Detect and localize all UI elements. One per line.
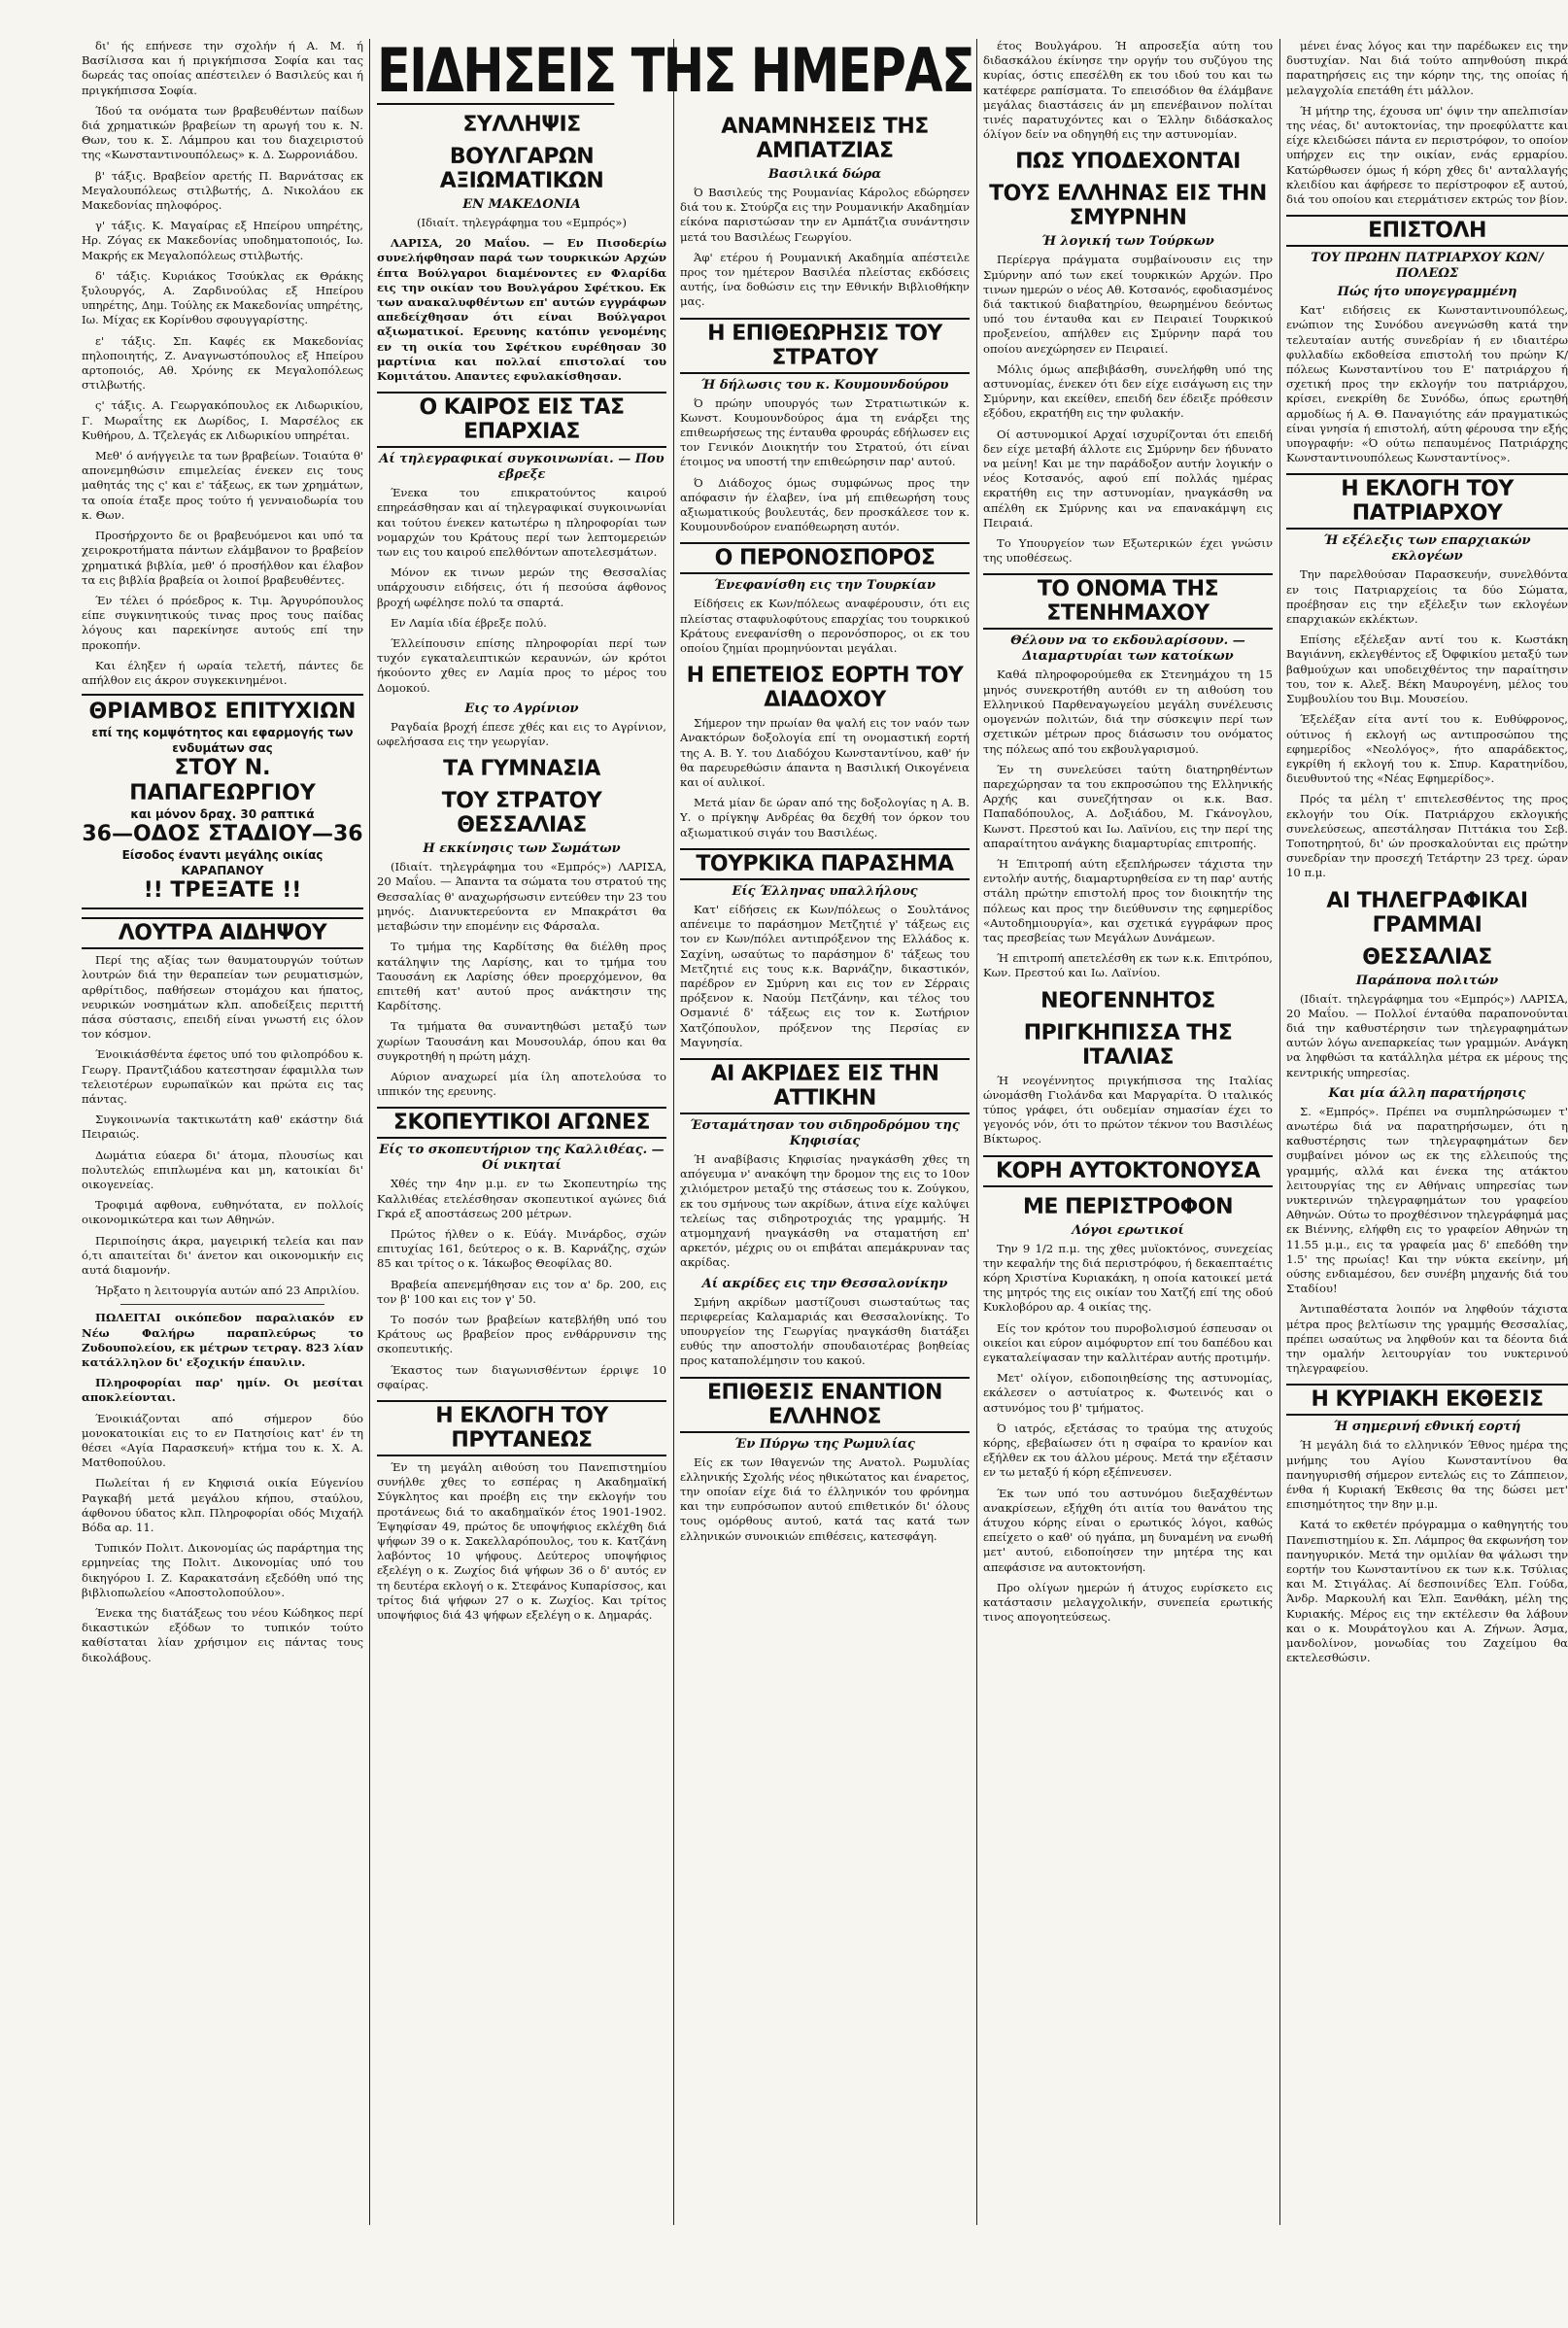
article-text: Ίδού τα ονόματα των βραβευθέντων παίδων διά χρηματικών βραβείων τη αρωγή του κ. Ν. Θων, του κ. Σ. Λάμπρου και του διαχειριστού της «Κωνσταντινουπόλεως» κ. Δ. Σωρρονιάδου. <box>82 103 363 162</box>
article-text: Επίσης εξέλεξαν αντί του κ. Κωστάκη Βαγιάννη, εκλεγθέντος εξ Όφφικίου μεταξύ των βαθμούχων και υποδειχθέντος την παραίτησιν του, τον κ. Αλεξ. Βέκη Μαυρογένη, μέλος του Συμβουλίου του Βιμ. Μουσείου. <box>1286 633 1568 706</box>
article-text: Είδήσεις εκ Κων/πόλεως αναφέρουσιν, ότι εις πλείστας σταφυλοφύτους επαρχίας του τουρκικού Κράτους ενεφανίσθη ο περονόσπορος, οι εκ του οποίου ζημίαι προμηνύονται μεγάλαι. <box>680 597 970 656</box>
article-text: Σμήνη ακρίδων μαστίζουσι σιωσταύτως τας περιφερείας Καλαμαριάς και Θεσσαλονίκης. Το υπουργείον της Γεωργίας ηναγκάσθη διατάξει ευθύς την αποστολήν σπουδαιοτέρας βοηθείας προς καταπολέμησιν του κακού. <box>680 1294 970 1368</box>
article-text: Περί της αξίας των θαυματουργών τούτων λουτρών διά την θεραπείαν των ρευματισμών, αρθρίτιδος, παθήσεων στομάχου και ήπατος, νευρικών νοσημάτων κλπ. αποδείξεις περιττή πάσα σύστασις, επειδή είναι γνωστή εις όλον τον κόσμον. <box>82 953 363 1042</box>
article-text: γ' τάξις. Κ. Μαγαίρας εξ Ηπείρου υπηρέτης, Ηρ. Ζόγας εκ Μακεδονίας υποδηματοποιός, Ιω. Μακρής εκ Μεγαλοπόλεως στιλβωτής. <box>82 219 363 262</box>
article-text: Το τμήμα της Καρδίτσης θα διέλθη προς κατάληψιν της Λαρίσης, και το τμήμα του Ταουσάνη εκ Λαρίσης όθεν προερχόμενον, θα επιτεθή κατ' αυτού προς ανάκτησιν της Καρδίτσης. <box>377 940 666 1013</box>
subheading: Βασιλικά δώρα <box>767 167 882 182</box>
section-heading: Η ΕΠΙΘΕΩΡΗΣΙΣ ΤΟΥ ΣΤΡΑΤΟΥ <box>680 318 970 374</box>
article-text: Έν τη μεγάλη αιθούση του Πανεπιστημίου συνήλθε χθες το εσπέρας η Ακαδημαϊκή Σύγκλητος και προέβη εις την εκλογήν του προτάνεως διά το ακαδημαϊκόν έτος 1901-1902. Έψηφίσαν 49, πρώτος δε υποψήφιος εκλέχθη διά ψήφων 39 ο κ. Σακελλαρόπουλος, του κ. Κατζάνη λαβόντος 10 ψήφους. Δεύτερος υποψήφιος εξελέγη ο κ. Ζωχίος διά ψήφων 36 ο δ' αυτός εν τη δευτέρα εκλογή ο κ. Στεφάνος Κυπαρίσσος, και τρίτος διά ψήφων 27 ο κ. Ζωχίος. Και τρίτος υποψήφιος διά 43 ψήφων εξελέγη ο κ. Δημαράς. <box>377 1459 666 1622</box>
subheading: Αί τηλεγραφικαί συγκοινωνίαι. — Που εβρεξε <box>379 452 665 483</box>
article-text: Άφ' ετέρου ή Ρουμανική Ακαδημία απέστειλε προς τον ημέτερον Βασιλέα πλείστας εκδόσεις αυτής, ίνα δοθώσιν εις την Εθνικήν Βιβλιοθήκην μας. <box>680 250 970 309</box>
article-text: Προσήρχοντο δε οι βραβευόμενοι και υπό τα χειροκροτήματα πάντων ελάμβανον το βραβείον χρηματικά βιβλία, μεθ' ό προσήλθον και έλαβον τα εις βιβλία βραβεία οι λοιποί βραβευθέντες. <box>82 529 363 587</box>
section-heading: ΕΠΙΘΕΣΙΣ ΕΝΑΝΤΙΟΝ ΕΛΛΗΝΟΣ <box>680 1377 970 1433</box>
article-text: Τροφιμά αφθονα, ευθηνότατα, εν πολλοίς οικονομικώτερα και των Αθηνών. <box>82 1198 363 1227</box>
article-text: Έκαστος των διαγωνισθέντων έρριψε 10 σφαίρας. <box>377 1362 666 1391</box>
article-text: Μεθ' ό ανήγγειλε τα των βραβείων. Τοιαύτα θ' απονεμηθώσιν επιμελείας ένεκεν εις τους μαθητάς της ς' και ε' τάξεως, εκ των χρημάτων, τα οποία έταξε προς τούτο ή γενναιοδωρία του κ. Θων. <box>82 449 363 522</box>
subheading: Πώς ήτο υπογεγραμμένη <box>1337 285 1517 300</box>
article-text: Εν Λαμία ιδία έβρεξε πολύ. <box>391 615 547 630</box>
article-text: Ή Έπιτροπή αύτη εξεπλήρωσεν τάχιστα την εντολήν αυτής, διαμαρτυρηθείσα εν τη παρ' αυτής στάλη πρώτην επιστολή προς τον διοικητήν της πόλεως και προς την διεύθυνσιν της εφημερίδος «Αυτοδημιουργία», και σχετικά εγγράφων προς τας πρεσβείας των Μεγάλων Δυνάμεων. <box>983 856 1273 944</box>
article-text: Την 9 1/2 π.μ. της χθες μυϊοκτόνος, συνεχείας την κεφαλήν της διά περιστρόφου, ή δεκαεπταέτις κόρη Χριστίνα Κυριακάκη, η οποία κατοικεί μετά της μητρός της εις οικίαν του Χατζή επί της οδού Κυκλοβόρου αρ. 4 οικίας της. <box>983 1241 1273 1315</box>
article-text: Χθές την 4ην μ.μ. εν τω Σκοπευτηρίω της Καλλιθέας ετελέσθησαν σκοπευτικοί αγώνες διά Γκρά εξ αποστάσεως 200 μέτρων. <box>377 1177 666 1220</box>
article-text: Ή αναβίβασις Κηφισίας ηναγκάσθη χθες τη απόγευμα ν' ανακόψη την δρομον της εις το 10ον χιλιόμετρον μεταξύ της στάσεως του κ. Ζούγκου, εκ του σμήνους των ακρίδων, άτινα είχε καλύψει τελείως τας σιδηροτροχιάς της γραμμής. Ή ατμομηχανή ηναγκάσθη να σταματήση επ' αρκετόν, μέχρις ου οι επιβάται απεμάκρυναν τας ακρίδας. <box>680 1151 970 1270</box>
section-heading: Ο ΚΑΙΡΟΣ ΕΙΣ ΤΑΣ ΕΠΑΡΧΙΑΣ <box>377 392 666 448</box>
section-heading: Η ΚΥΡΙΑΚΗ ΕΚΘΕΣΙΣ <box>1286 1384 1568 1416</box>
article-text: Σήμερον την πρωίαν θα ψαλή εις τον ναόν των Ανακτόρων δοξολογία επί τη ονομαστική εορτή της Α. Β. Υ. του Διαδόχου Κωνσταντίνου, καθ' ήν θα παρευρεθώσιν άπαντα η Βασιλική Οικογένεια και οί αυλικοί. <box>680 716 970 790</box>
article-text: Οί αστυνομικοί Αρχαί ισχυρίζονται ότι επειδή δεν είχε μεταβή άλλοτε εις Σμύρνην δεν ήδυνατο να μείνη! Και με την παράδοξον αυτήν λογικήν ο νέος Κοτσανός, αφού επί πολλάς ημέρας εκρατήθη εις την αστυνομίαν, ηναγκάσθη να απέλθη εκ Σμύρνης και να επανακάμψη εις Πειραιά. <box>983 427 1273 530</box>
column-rule <box>369 39 370 2225</box>
subheading: Είς Έλληνας υπαλλήλους <box>732 883 918 899</box>
section-heading: ΤΟΥΡΚΙΚΑ ΠΑΡΑΣΗΜΑ <box>680 848 970 880</box>
section-heading: Η ΕΚΛΟΓΗ ΤΟΥ ΠΡΥΤΑΝΕΩΣ <box>377 1400 666 1456</box>
article-text: Έκ των υπό του αστυνόμου διεξαχθέντων ανακρίσεων, εξήχθη ότι αιτία του θανάτου της άτυχου κόρης είναι ο ερωτικός λόγοι, καθώς επείχετο ο καθ' ού ηγάπα, μη δυναμένη να ενωθή μετ' αυτού, ειδοποίησεν την μητέρα της και απεφάσισε να αυτοκτονήση. <box>983 1486 1273 1574</box>
subheading: ΕΝ ΜΑΚΕΔΟΝΙΑ <box>462 197 581 212</box>
article-text: ε' τάξις. Σπ. Καφές εκ Μακεδονίας πηλοποιητής, Ζ. Αναγνωστόπουλος εξ Ηπείρου αρτοποιός, Αθ. Χρόνης εκ Μεγαλοπόλεως στιλβωτής. <box>82 333 363 393</box>
article-text: Τα τμήματα θα συναντηθώσι μεταξύ των χωρίων Ταουσάνη και Μουσουλάρ, όπου και θα συγκροτηθή η πρώτη μάχη. <box>377 1019 666 1063</box>
section-heading: ΑΙ ΤΗΛΕΓΡΑΦΙΚΑΙ ΓΡΑΜΜΑΙ <box>1326 888 1528 938</box>
article-text: Περιποίησις άκρα, μαγειρική τελεία και παν ό,τι απαιτείται δι' άνετον και οικονομικήν εις αυτά διαμονήν. <box>82 1233 363 1277</box>
subheading: ΤΟΥ ΠΡΩΗΝ ΠΑΤΡΙΑΡΧΟΥ ΚΩΝ/ΠΟΛΕΩΣ <box>1311 251 1544 282</box>
column-4 <box>983 39 1273 2225</box>
article-text: Πρός τα μέλη τ' επιτελεσθέντος της προς εκλογήν του Οίκ. Πατριάρχου εκλογικής συνελεύσεως, απεστάλησαν Πιττάκια του Σεβ. Τοποτηρητού, δι' ών προσκαλούνται εις πρώτην συνεδρίαν την προσεχή Τετάρτην 23 τρεχ. ώραν 10 π.μ. <box>1286 792 1568 880</box>
classified-ad: ΠΩΛΕΙΤΑΙ οικόπεδον παραλιακόν εν Νέω Φαλήρω παραπλεύρως το Ζυδουπολείου, εκ μέτρων τετραγ. 823 λίαν κατάλληλον δι' εξοχικήν έπαυλιν. <box>82 1311 363 1369</box>
section-heading: ΠΩΣ ΥΠΟΔΕΧΟΝΤΑΙ <box>1015 150 1241 175</box>
article-text: Έλλείπουσιν επίσης πληροφορίαι περί των τυχόν εγκαταλειπτικών κεραυνών, ών κρότοι ήκούοντο χθες εν Λαμία προς το μέρος του Δομοκού. <box>377 636 666 695</box>
column-1 <box>82 39 363 2225</box>
dateline: (Ιδιαίτ. τηλεγράφημα του «Εμπρός») <box>417 216 627 229</box>
section-heading: ΛΟΥΤΡΑ ΑΙΔΗΨΟΥ <box>82 917 363 949</box>
article-text: έτος Βουλγάρου. Ή απροσεξία αύτη του διδασκάλου έκίνησε την οργήν του συζύγου της κυρίας, όστις επεσέλθη εκ του ιδού του και τω κατέφερε ραπίσματα. Το επεισόδιον θα έλάμβανε μεγάλας διαστάσεις άν μη επενέβαινον πολίται τινές παρατυχόντες και ο Έλλην διδάσκαλος όλίγον δείν να οδηγηθή εις την αστυνομίαν. <box>983 39 1273 142</box>
section-heading: ΝΕΟΓΕΝΝΗΤΟΣ <box>1040 988 1215 1013</box>
subheading: Ή δήλωσις του κ. Κουμουνδούρου <box>700 377 949 393</box>
section-heading: ΑΝΑΜΝΗΣΕΙΣ ΤΗΣ ΑΜΠΑΤΖΙΑΣ <box>721 115 929 163</box>
section-heading: Η ΕΚΛΟΓΗ ΤΟΥ ΠΑΤΡΙΑΡΧΟΥ <box>1286 473 1568 530</box>
column-3 <box>680 39 970 2225</box>
separator <box>120 1304 324 1305</box>
masthead: ΕΙΔΗΣΕΙΣ ΤΗΣ ΗΜΕΡΑΣ <box>377 35 974 106</box>
article-text: (Ιδιαίτ. τηλεγράφημα του «Εμπρός») ΛΑΡΙΣΑ, 20 Μαΐου. — Πολλοί ένταύθα παραπονούνται διά την καθυστέρησιν των τηλεγραφημάτων αυτών λόγω ανεπαρκείας των γραμμών. Ανάγκη να ληφθώσι τα κατάλληλα μέτρα εκ μέρους της κεντρικής υπηρεσίας. <box>1286 991 1568 1079</box>
ad-line: και μόνον δραχ. 30 ραπτικά <box>130 807 315 822</box>
article-text: (Ιδιαίτ. τηλεγράφημα του «Εμπρός») ΛΑΡΙΣΑ, 20 Μαΐου. — Άπαντα τα σώματα του στρατού της Θεσσαλίας θ' αναχωρήσωσιν εντεύθεν την 23 του μηνός. Διανυκτερεύοντα εν Μπακράτσι θα μεταβώσιν την επομένην εις Φάρσαλα. <box>377 860 666 934</box>
section-heading: ΚΟΡΗ ΑΥΤΟΚΤΟΝΟΥΣΑ <box>983 1155 1273 1187</box>
article-text: Το ποσόν των βραβείων κατεβλήθη υπό του Κράτους ως βραβείον προς ενθάρρυνσιν της σκοπευτικής. <box>377 1312 666 1356</box>
article-text: Σ. «Εμπρός». Πρέπει να συμπληρώσωμεν τ' ανωτέρω διά να παρατηρήσωμεν, ότι η καθυστέρησις των τηλεγραφημάτων δεν συμβαίνει μόνον ως εκ της ελλειπούς της γραμμής, αλλά και ένεκα της ατάκτου λειτουργίας της εν Αθήναις υπηρεσίας των νυκτερινών τηλεγραφημάτων του γραφείου Αθηνών. Ούτω το προχθέσινον τηλεγράφημά μας εκ Βιέννης, ελήφθη εις το γραφείον Αθηνών τη 11.55 μ.μ., εις τα γραφεία μας δ' επεδόθη την 1.5' της πρωίας! Και την νύκτα εκείνην, μή ούσης ενδιαμέσου, δεν συνέβη μηχανής διά του Σταδίου! <box>1286 1104 1568 1296</box>
section-heading: ΤΟΥΣ ΕΛΛΗΝΑΣ ΕΙΣ ΤΗΝ ΣΜΥΡΝΗΝ <box>989 182 1267 231</box>
subheading: Εις το Αγρίνιον <box>464 701 579 716</box>
subheading: Ή λογική των Τούρκων <box>1041 234 1214 250</box>
section-heading: ΑΙ ΑΚΡΙΔΕΣ ΕΙΣ ΤΗΝ ΑΤΤΙΚΗΝ <box>680 1058 970 1114</box>
article-text: Ή νεογέννητος πριγκήπισσα της Ιταλίας ώνομάσθη Γιολάνδα και Μαργαρίτα. Ό ιταλικός τύπος γράφει, ότι ουδεμίαν σημασίαν έχει το γεγονός νόν, ότι το πρώτον τέκνον του Βασιλέως Βίκτωρος. <box>983 1073 1273 1147</box>
section-heading: ΣΚΟΠΕΥΤΙΚΟΙ ΑΓΩΝΕΣ <box>377 1107 666 1139</box>
section-heading: ΤΟ ΟΝΟΜΑ ΤΗΣ ΣΤΕΝΗΜΑΧΟΥ <box>983 573 1273 630</box>
article-text: Ή μεγάλη διά το ελληνικόν Έθνος ημέρα της μνήμης του Αγίου Κωνσταντίνου θα πανηγυρισθή σήμερον εντελώς εις το Ζάππειον, ένθα ή Κυριακή Έκθεσις θα της δώσει μετ' επισημότητος την 8ην μ.μ. <box>1286 1438 1568 1512</box>
subheading: Έν Πύργω της Ρωμυλίας <box>734 1436 915 1452</box>
article-text: Το Υπουργείον των Εξωτερικών έχει γνώσιν της υποθέσεως. <box>983 536 1273 565</box>
article-text: Ένεκα του επικρατούντος καιρού επηρεάσθησαν και αί τηλεγραφικαί συγκοινωνίαι και τούτου ένεκεν κατωτέρω η πληροφορίαι των νομαρχών του Κράτους περί των λεπτομερειών των εις του καιρού επελθόντων αποτελεσμάτων. <box>377 486 666 560</box>
article-text: Βραβεία απενεμήθησαν εις τον α' δρ. 200, εις τον β' 100 και εις τον γ' 50. <box>377 1277 666 1306</box>
article-text: ς' τάξις. Α. Γεωργακόπουλος εκ Λιδωρικίου, Γ. Μωραΐτης εκ Δωρίδος, Ι. Μαρσέλος εκ Κυθήρου, Δ. Τζελεγάς εκ Λιδωρικίου υπηρέται. <box>82 398 363 442</box>
column-rule <box>1279 39 1280 2225</box>
subheading: Λόγοι ερωτικοί <box>1072 1222 1184 1238</box>
article-text: ΛΑΡΙΣΑ, 20 Μαΐου. — Εν Πισοδερίω συνελήφθησαν παρά των τουρκικών Αρχών έπτα Βούλγαροι διαμένοντες εν Φλαρίδα εις την οικίαν του Βουλγάρου Σφέτκου. Εκ των ανακαλυφθέντων επ' αυτών εγγράφων απεδείχθησαν ότι είναι Βούλγαροι αξιωματικοί. Ερευνης κατόπιν γενομένης εν τη οικία του Σφέτκου ευρέθησαν 30 μαρτίνια και πολλαί επιστολαί του Κομιτάτου. Απαντες εφυλακίσθησαν. <box>377 236 666 384</box>
article-text: μένει ένας λόγος και την παρέδωκεν εις την δυστυχίαν. Ναι διά τούτο απηνθούση πικρά παρατηρήσεις εις την κόρην της, της οποίας ή μελαγχολία επετάθη έτι μάλλον. <box>1286 39 1568 97</box>
article-text: Πρώτος ήλθεν ο κ. Εύάγ. Μινάρδος, σχών επιτυχίας 161, δεύτερος ο κ. Β. Καρνάζης, σχών 85 και τρίτος ο κ. Ίάκωβος Θεοφίλας 80. <box>377 1226 666 1271</box>
subheading: Παράπονα πολιτών <box>1355 973 1499 988</box>
article-text: Είς εκ των Ιθαγενών της Ανατολ. Ρωμυλίας ελληνικής Σχολής νέος ηθικώτατος και έναρετος, την οποίαν είχε διά το έλληνικόν του φρόνημα και την ευπρόσωπον αυτού επιθετικόν δι' όλους τους ομόρθους αυτού, κατά τας κατά των ελληνικών συνοικιών επιθέσεις, κατεσφάγη. <box>680 1455 970 1543</box>
section-heading: ΒΟΥΛΓΑΡΩΝ ΑΞΙΩΜΑΤΙΚΩΝ <box>439 145 604 193</box>
article-text: Έν τη συνελεύσει ταύτη διατηρηθέντων παρεχώρησαν τα του εκπροσώπου της Ελληνικής Αρχής και συνεζήτησαν οι κ.κ. Βασ. Παπαδόπουλος, Α. Δοξιάδου, Μ. Γκάνογλου, Κωνστ. Πρεστού και Ιω. Λαϊνίου, εις την περί της απαραίτητου ανάγκης διαμαρτυρίας επιτροπής. <box>983 762 1273 850</box>
article-text: Την παρελθούσαν Παρασκευήν, συνελθόντα εν τοις Πατριαρχείοις τα δύο Σώματα, προέβησαν εις την εξέλεξιν των εκλογέων επαρχιακών εκλέκτων. <box>1286 567 1568 627</box>
article-text: Περίεργα πράγματα συμβαίνουσιν εις την Σμύρνην από των εκεί τουρκικών Αρχών. Προ τινων ημερών ο νέος Αθ. Κοτσανός, εφοδιασμένος διά τακτικού διαβατηρίου, θεωρημένου δεόντως υπό του ένταυθα και εν Πειραιεί Τουρκικού προξενείου, απήλθεν εις Σμύρνην παρά του οποίου ανεχώρησεν εν Πειραιεί. <box>983 253 1273 356</box>
classified-ad: Πληροφορίαι παρ' ημίν. Οι μεσίται αποκλείονται. <box>82 1376 363 1405</box>
subheading: Θέλουν να το εκδουλαρίσουν. — Διαμαρτυρίαι των κατοίκων <box>1010 633 1245 665</box>
article-text: Ό ιατρός, εξετάσας το τραύμα της ατυχούς κόρης, εβεβαίωσεν ότι η σφαίρα το κρανίον και εξήλθεν εκ του άλλου μέρους. Μετά την εξέτασιν εν τω μεταξύ ή κόρη εξέπνευσεν. <box>983 1421 1273 1480</box>
classified-ad: Ένοικιάζονται από σήμερον δύο μονοκατοικίαι εις το εν Πατησίοις κατ' έν τη θέσει «Αγία Παρασκευή» κτήμα του κ. Χ. Α. Ματθοπούλου. <box>82 1411 363 1470</box>
section-heading: ΜΕ ΠΕΡΙΣΤΡΟΦΟΝ <box>1022 1194 1233 1219</box>
section-heading: ΤΟΥ ΣΤΡΑΤΟΥ ΘΕΣΣΑΛΙΑΣ <box>441 789 602 839</box>
column-rule <box>976 39 977 2225</box>
ad-line: !! ΤΡΕΞΑΤΕ !! <box>143 878 302 904</box>
article-text: Ό Βασιλεύς της Ρουμανίας Κάρολος εδώρησεν διά του κ. Στούρζα εις την Ρουμανικήν Ακαδημίαν είκόνα παριστώσαν την εν Αμπάτζια συνάντησιν μετά του Βασιλέως Γεωργίου. <box>680 186 970 244</box>
article-text: Ήρξατο η λειτουργία αυτών από 23 Απριλίου. <box>95 1284 359 1298</box>
article-text: Κατ' ειδήσεις εκ Κωνσταντινουπόλεως, ενώπιον της Συνόδου ανεγνώσθη κατά την τελευταίαν αυτής συνεδρίαν ή εν ιδιαιτέρω φυλλαδίω εκδοθείσα επιστολή του πρώην Κ/πόλεως Κωνσταντίνου του Ε' πατριάρχου ή σχετική προς την εκλογήν του πατριάρχου, κρίσει, ενεκρίθη δε Συνόδω, όπως ερωτηθή αρμοδίως ή Α. Θ. Παναγιότης εάν πραγματικώς είναι γνησία ή επιστολή, αύτη φέρουσα την εξής υπογραφήν: «Ό ούτω πεπαυμένος Πατριάρχης Κωνσταντινουπόλεως Κωνσταντίνος». <box>1286 303 1568 465</box>
ad-line: 36—ΟΔΟΣ ΣΤΑΔΙΟΥ—36 <box>82 822 363 847</box>
subheading: Ή εξέλεξις των επαρχιακών εκλογέων <box>1323 533 1531 565</box>
subheading: Η εκκίνησις των Σωμάτων <box>423 841 621 857</box>
article-text: δ' τάξις. Κυριάκος Τσούκλας εκ Θράκης ξυλουργός, Α. Ζαρδινούλας εξ Ηπείρου υπηρέτης, Δημ. Τούλης εκ Μακεδονίας υπηρέτης, Ιω. Μίχας εκ Κορίνθου σφουγγαρίστης. <box>82 268 363 327</box>
article-text: Είς τον κρότον του πυροβολισμού έσπευσαν οι οικείοι και εύρον αιμόφυρτον επί του δαπέδου και εγκαταλείψασαν την καλλιτέραν αυτής προτιμήν. <box>983 1320 1273 1364</box>
article-text: β' τάξις. Βραβείον αρετής Π. Βαρνάτσας εκ Μεγαλουπόλεως στιλβωτής, Δ. Νικολάου εκ Μακεδονίας πηλοφόρος. <box>82 168 363 213</box>
article-text: Ή μήτηρ της, έχουσα υπ' όψιν την απελπισίαν της νέας, δι' αυτοκτονίας, την προεφύλαττε και είχε κλειδώσει πάντα εν περιστρόφον, το οποίον υπήρχεν εις την οικίαν, ενάς ερμαρίου. Κατώρθωσεν όμως ή κόρη χθες δι' ανταλλαγής κλειδίου και άφήρεσε το περίστροφον εξ αυτού, διά του οποίου και ετερμάτισεν εκτρώς τον βίον. <box>1286 103 1568 207</box>
article-text: Προ ολίγων ημερών ή άτυχος ευρίσκετο εις κατάστασιν μελαγχολικήν, συνεπεία ερωτικής τινος απογοητεύσεως. <box>983 1580 1273 1625</box>
article-text: Ό Διάδοχος όμως συμφώνως προς την απόφασιν ήν έλαβεν, ίνα μή επιθεωρήση τους αξιωματικούς βουλευτάς, δεν προσκάλεσε τον κ. Κουμουνδούρον εναπόθεωρηση αυτόν. <box>680 475 970 534</box>
section-heading: Ο ΠΕΡΟΝΟΣΠΟΡΟΣ <box>680 542 970 574</box>
subheading: Ένεφανίσθη εις την Τουρκίαν <box>714 578 936 594</box>
article-text: Ένοικιάσθέντα έφετος υπό του φιλοπρόδου κ. Γεωργ. Πραντζιάδου κατεστησαν έφαμιλλα των τελειοτέρων ευρωπαϊκών και πρώτα εις τας πάντας. <box>82 1047 363 1106</box>
article-text: Έν τέλει ό πρόεδρος κ. Τιμ. Άργυρόπουλος είπε συγκινητικούς τινας προς τους παίδας λόγους και παρεκίνησε αυτούς επί την προκοπήν. <box>82 593 363 652</box>
section-heading: ΘΕΣΣΑΛΙΑΣ <box>1362 944 1492 970</box>
classified-ad: Ένεκα της διατάξεως του νέου Κώδηκος περί δικαστικών εξόδων το τυπικόν τούτο καθίσταται λίαν χρήσιμον εις πάντας τους δικολάβους. <box>82 1606 363 1664</box>
column-rule <box>673 39 674 2225</box>
subheading: Είς το σκοπευτήριον της Καλλιθέας. — Οί νικηταί <box>379 1143 665 1174</box>
section-heading: ΕΠΙΣΤΟΛΗ <box>1286 215 1568 247</box>
article-text: Καθά πληροφορούμεθα εκ Στενημάχου τη 15 μηνός συνεκροτήθη αυτόθι εν τη αιθούση του Ελληνικού Παρθεναγωγείου μεγάλη συνέλευσις ομογενών πολιτών, διά την σύσκεψιν περί των σχετικών μέτρων προς διάσωσιν του ονόματος της πόλεως από του εκβουλγαρισμού. <box>983 668 1273 756</box>
advertisement-tailor <box>82 694 363 909</box>
ad-line: Είσοδος έναντι μεγάλης οικίας ΚΑΡΑΠΑΝΟΥ <box>121 848 324 878</box>
article-text: Δωμάτια εύαερα δι' άτομα, πλουσίως και πολυτελώς επιπλωμένα και μη, κατοικίαι δι' οικογενείας. <box>82 1147 363 1191</box>
article-text: Αύριον αναχωρεί μία ίλη αποτελούσα το ιππικόν της ερευνης. <box>377 1069 666 1099</box>
article-text: Και έληξεν ή ωραία τελετή, πάντες δε απήλθον εις άκρον συγκεκινημένοι. <box>82 658 363 687</box>
classified-ad: Τυπικόν Πολιτ. Δικονομίας ώς παράρτημα της ερμηνείας της Πολιτ. Δικονομίας υπό του δικηγόρου Ι. Ζ. Καρακατσάνη εξεδόθη υπό της βιβλιοπωλείου «Αποστολοπούλου». <box>82 1541 363 1599</box>
article-text: Μόλις όμως απεβιβάσθη, συνελήφθη υπό της αστυνομίας, ένεκεν ότι δεν είχε εισάγωση εις την Σμύρνην, και εκείθεν, επειδή δεν έδειξε πρόθεσιν εξόδου, εκρατήθη εις την φυλακήν. <box>983 361 1273 421</box>
section-heading: Η ΕΠΕΤΕΙΟΣ ΕΟΡΤΗ ΤΟΥ ΔΙΑΔΟΧΟΥ <box>686 664 964 713</box>
section-heading: ΣΥΛΛΗΨΙΣ <box>462 113 581 137</box>
section-heading: ΤΑ ΓΥΜΝΑΣΙΑ <box>443 757 600 782</box>
section-heading: ΠΡΙΓΚΗΠΙΣΣΑ ΤΗΣ ΙΤΑΛΙΑΣ <box>1023 1020 1233 1070</box>
column-5 <box>1286 39 1568 2225</box>
subheading: Και μία άλλη παρατήρησις <box>1328 1085 1526 1101</box>
article-text: Συγκοινωνία τακτικωτάτη καθ' εκάστην διά Πειραιώς. <box>82 1113 363 1142</box>
article-text: Ή επιτροπή απετελέσθη εκ των κ.κ. Επιτρόπου, Κων. Πρεστού και Ιω. Λαϊνίου. <box>983 951 1273 980</box>
article-text: Ό πρώην υπουργός των Στρατιωτικών κ. Κωνστ. Κουμουνδούρος άμα τη ενάρξει της επιθεωρήσεως της ένταυθα φρουράς εδήλωσεν εις τον Γενικόν Διοικητήν του Στρατού, ότι είναι έτοιμος να υποστή την επιθεώρησιν παρ' αυτού. <box>680 395 970 469</box>
article-text: Ραγδαία βροχή έπεσε χθές και εις το Αγρίνιον, ωφελήσασα εις την γεωργίαν. <box>377 719 666 749</box>
subheading: Έσταμάτησαν του σιδηροδρόμου της Κηφισίας <box>690 1117 960 1148</box>
article-text: Μετά μίαν δε ώραν από της δοξολογίας η Α. Β. Υ. ο πρίγκηψ Ανδρέας θα δεχθή τον όρκον του αξιωματικού σιγάν του Βασιλέως. <box>680 796 970 839</box>
classified-ad: Πωλείται ή εν Κηφισιά οικία Εύγενίου Ραγκαβή μετά μεγάλου κήπου, σταύλου, άφθονου ύδατος κλπ. Πληροφορίαι οδός Μιχαήλ Βόδα αρ. 11. <box>82 1476 363 1535</box>
article-text: Άντιπαθέστατα λοιπόν να ληφθούν τάχιστα μέτρα προς βελτίωσιν της γραμμής Θεσσαλίας, πρέπει ωσαύτως να ληφθούν και τα δέοντα διά την ομαλήν λειτουργίαν του νυκτερινού τηλεγραφείου. <box>1286 1302 1568 1376</box>
article-text: δι' ής επήνεσε την σχολήν ή Α. Μ. ή Βασίλισσα και ή πριγκήπισσα Σοφία και τας δωρεάς τας οποίας απέστειλεν ό Βασιλεύς και ή πριγκήπισσα Σοφία. <box>82 39 363 97</box>
article-text: Μετ' ολίγον, ειδοποιηθείσης της αστυνομίας, εκάλεσεν ο αστυίατρος κ. Φωτεινός και ο αστυνόμος του β' τμήματος. <box>983 1371 1273 1415</box>
ad-title: ΘΡΙΑΜΒΟΣ ΕΠΙΤΥΧΙΩΝ <box>88 700 357 725</box>
article-text: Κατά το εκθετέν πρόγραμμα ο καθηγητής του Πανεπιστημίου κ. Σπ. Λάμπρος θα εκφωνήση τον πανηγυρικόν. Μετά την ομιλίαν θα ψάλωσι την εορτήν του Κωνσταντίνου εκ των κ.κ. Τσύλιας και Μ. Στιγάλας. Αί δεσποινίδες Έλπ. Γούδα, Άνδρ. Μαρκουλή και Έλπ. Ξανθάκη, μέλη της Κυριακής. Μέρος εις την εκτέλεσιν θα λάβουν και ο κ. Μουράτογλου και Α. Ζήνων. Άσμα, μανδολίνον, μονωδίας του Ζαχείμου θα εκτελεσθώσιν. <box>1286 1518 1568 1665</box>
article-text: Κατ' είδήσεις εκ Κων/πόλεως ο Σουλτάνος απένειμε το παράσημον Μετζητιέ γ' τάξεως εις τον εν Κων/πόλει αντιπρόξενον της Ελλάδος κ. Σαχίνη, ωσαύτως το παράσημον δ' τάξεως του Μετζητιέ εις τους κ.κ. Βαρνάζην, δικαστικόν, παρέδρον εν Σμύρνη και εις τον εν Σέρραις πρόξενον κ. Ναούμ Πετζάνην, και τέλος του Οσμανιέ δ' τάξεως εις τον κ. Σωτήριον Χατζόπουλον, πρόξενον της Περσίας εν Μαγνησία. <box>680 902 970 1049</box>
ad-line: ΣΤΟΥ Ν. ΠΑΠΑΓΕΩΡΓΙΟΥ <box>129 756 316 806</box>
subheading: Ή σημερινή εθνική εορτή <box>1333 1420 1521 1435</box>
subheading: Αί ακρίδες εις την Θεσσαλονίκην <box>701 1276 948 1291</box>
ad-line: επί της κομψότητος και εφαρμογής των ενδυμάτων σας <box>91 726 354 756</box>
article-text: Έξελέξαν είτα αντί του κ. Ευθύφρονος, ούτινος ή εκλογή ως αντιπροσώπου της εφημερίδος «Νεολόγος», ήτο απαράδεκτος, εγκρίθη ή εκλογή του κ. Σπυρ. Καρατηνίδου, διευθυντού της «Νέας Εφημερίδος». <box>1286 712 1568 786</box>
article-text: Μόνον εκ τινων μερών της Θεσσαλίας υπάρχουσιν ειδήσεις, ότι ή πεσούσα άφθονος βροχή ωφέλησε πολύ τα σπαρτά. <box>377 565 666 609</box>
